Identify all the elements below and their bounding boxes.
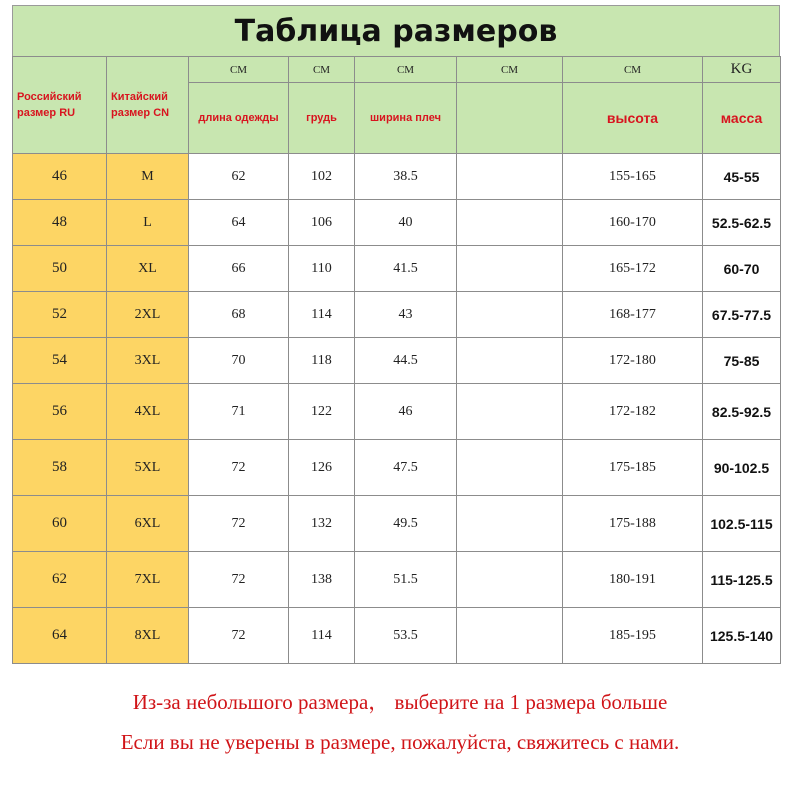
header-cn-size: Китайский размер CN (107, 57, 189, 154)
cell-chest: 102 (289, 154, 355, 200)
cell-ru-size: 46 (13, 154, 107, 200)
cell-shoulder: 41.5 (355, 246, 457, 292)
cell-weight: 67.5-77.5 (703, 292, 781, 338)
cell-extra (457, 608, 563, 664)
cell-extra (457, 338, 563, 384)
cell-weight: 115-125.5 (703, 552, 781, 608)
cell-extra (457, 384, 563, 440)
cell-ru-size: 62 (13, 552, 107, 608)
cell-cn-size: 8XL (107, 608, 189, 664)
cell-length: 72 (189, 440, 289, 496)
cell-weight: 102.5-115 (703, 496, 781, 552)
cell-weight: 45-55 (703, 154, 781, 200)
table-row (13, 200, 781, 246)
cell-extra (457, 292, 563, 338)
size-chart-table (12, 56, 781, 664)
cell-ru-size: 60 (13, 496, 107, 552)
cell-chest: 106 (289, 200, 355, 246)
cell-chest: 122 (289, 384, 355, 440)
cell-shoulder: 46 (355, 384, 457, 440)
contact-note: Если вы не уверены в размере, пожалуйста, свяжитесь с нами. (120, 730, 680, 754)
cell-height: 155-165 (563, 154, 703, 200)
cell-ru-size: 64 (13, 608, 107, 664)
cell-cn-size: 7XL (107, 552, 189, 608)
table-row (13, 552, 781, 608)
cell-length: 68 (189, 292, 289, 338)
size-advice-note: Из-за небольшого размера， выберите на 1 размера больше (132, 690, 668, 714)
cell-height: 160-170 (563, 200, 703, 246)
cell-height: 165-172 (563, 246, 703, 292)
cell-ru-size: 56 (13, 384, 107, 440)
cell-height: 172-180 (563, 338, 703, 384)
unit-chest: CM (289, 57, 355, 83)
unit-length: CM (189, 57, 289, 83)
cell-cn-size: M (107, 154, 189, 200)
cell-extra (457, 246, 563, 292)
cell-cn-size: 3XL (107, 338, 189, 384)
cell-ru-size: 54 (13, 338, 107, 384)
cell-cn-size: 4XL (107, 384, 189, 440)
cell-shoulder: 43 (355, 292, 457, 338)
cell-height: 175-185 (563, 440, 703, 496)
cell-height: 172-182 (563, 384, 703, 440)
cell-ru-size: 48 (13, 200, 107, 246)
cell-length: 71 (189, 384, 289, 440)
cell-length: 66 (189, 246, 289, 292)
cell-ru-size: 58 (13, 440, 107, 496)
table-row (13, 496, 781, 552)
cell-chest: 114 (289, 292, 355, 338)
cell-shoulder: 49.5 (355, 496, 457, 552)
cell-extra (457, 154, 563, 200)
header-height: высота (563, 83, 703, 154)
cell-ru-size: 52 (13, 292, 107, 338)
cell-cn-size: XL (107, 246, 189, 292)
cell-cn-size: L (107, 200, 189, 246)
cell-height: 168-177 (563, 292, 703, 338)
cell-length: 72 (189, 608, 289, 664)
cell-height: 185-195 (563, 608, 703, 664)
unit-height: CM (563, 57, 703, 83)
cell-cn-size: 6XL (107, 496, 189, 552)
header-shoulder: ширина плеч (355, 83, 457, 154)
cell-length: 64 (189, 200, 289, 246)
header-weight: масса (703, 83, 781, 154)
cell-cn-size: 2XL (107, 292, 189, 338)
cell-shoulder: 51.5 (355, 552, 457, 608)
cell-chest: 132 (289, 496, 355, 552)
cell-weight: 125.5-140 (703, 608, 781, 664)
cell-shoulder: 38.5 (355, 154, 457, 200)
cell-length: 72 (189, 552, 289, 608)
table-row (13, 440, 781, 496)
cell-height: 175-188 (563, 496, 703, 552)
cell-extra (457, 496, 563, 552)
cell-weight: 90-102.5 (703, 440, 781, 496)
cell-shoulder: 47.5 (355, 440, 457, 496)
table-row (13, 154, 781, 200)
table-row (13, 246, 781, 292)
cell-chest: 138 (289, 552, 355, 608)
table-row (13, 338, 781, 384)
table-row (13, 608, 781, 664)
page-title: Таблица размеров (12, 5, 780, 57)
unit-weight: KG (703, 57, 781, 83)
cell-length: 62 (189, 154, 289, 200)
cell-extra (457, 200, 563, 246)
header-extra (457, 83, 563, 154)
cell-shoulder: 53.5 (355, 608, 457, 664)
cell-ru-size: 50 (13, 246, 107, 292)
unit-extra: CM (457, 57, 563, 83)
unit-shoulder: CM (355, 57, 457, 83)
cell-chest: 126 (289, 440, 355, 496)
table-row (13, 384, 781, 440)
cell-length: 72 (189, 496, 289, 552)
cell-weight: 60-70 (703, 246, 781, 292)
table-row (13, 292, 781, 338)
cell-extra (457, 440, 563, 496)
cell-cn-size: 5XL (107, 440, 189, 496)
cell-chest: 118 (289, 338, 355, 384)
header-chest: грудь (289, 83, 355, 154)
cell-height: 180-191 (563, 552, 703, 608)
cell-weight: 52.5-62.5 (703, 200, 781, 246)
cell-weight: 75-85 (703, 338, 781, 384)
header-length: длина одежды (189, 83, 289, 154)
cell-shoulder: 44.5 (355, 338, 457, 384)
cell-length: 70 (189, 338, 289, 384)
cell-weight: 82.5-92.5 (703, 384, 781, 440)
cell-shoulder: 40 (355, 200, 457, 246)
cell-chest: 110 (289, 246, 355, 292)
cell-extra (457, 552, 563, 608)
cell-chest: 114 (289, 608, 355, 664)
header-ru-size: Российский размер RU (13, 57, 107, 154)
